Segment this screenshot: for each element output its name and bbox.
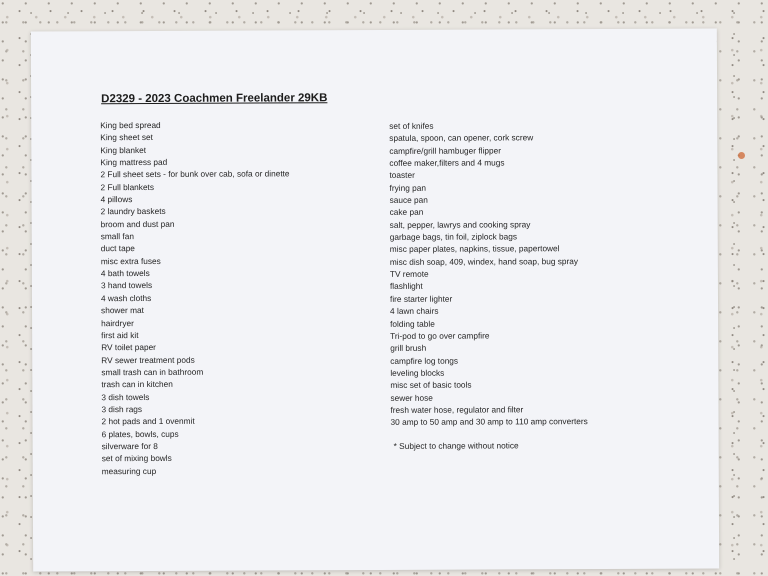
list-item: set of knifes bbox=[389, 120, 434, 131]
list-item: fire starter lighter bbox=[389, 293, 453, 304]
list-item: spatula, spoon, can opener, cork screw bbox=[389, 132, 534, 144]
list-item: duct tape bbox=[100, 243, 135, 254]
list-item: leveling blocks bbox=[390, 367, 445, 378]
list-item: 2 hot pads and 1 ovenmit bbox=[101, 416, 195, 427]
list-item: TV remote bbox=[389, 268, 429, 280]
list-item: campfire log tongs bbox=[390, 355, 459, 366]
list-item: RV toilet paper bbox=[101, 342, 156, 353]
list-item: 3 dish rags bbox=[101, 403, 143, 415]
list-item: frying pan bbox=[389, 182, 426, 193]
list-item: salt, pepper, lawrys and cooking spray bbox=[389, 219, 531, 230]
list-item: first aid kit bbox=[101, 329, 139, 341]
list-item: misc extra fuses bbox=[100, 255, 161, 266]
list-item: shower mat bbox=[101, 305, 144, 316]
right-item-list bbox=[389, 119, 588, 428]
list-item: measuring cup bbox=[101, 465, 157, 476]
list-item: small fan bbox=[100, 231, 134, 242]
list-item: King bed spread bbox=[100, 119, 161, 131]
list-item: 3 hand towels bbox=[100, 280, 153, 291]
list-item: trash can in kitchen bbox=[101, 379, 173, 390]
list-item: small trash can in bathroom bbox=[101, 366, 204, 378]
list-item: RV sewer treatment pods bbox=[101, 354, 195, 365]
list-item: 2 Full sheet sets - for bunk over cab, sofa or dinette bbox=[100, 168, 290, 180]
list-item: silverware for 8 bbox=[101, 440, 158, 452]
list-item: campfire/grill hambuger flipper bbox=[389, 145, 501, 156]
document-title: D2329 - 2023 Coachmen Freelander 29KB bbox=[101, 92, 328, 106]
list-item: coffee maker,filters and 4 mugs bbox=[389, 157, 505, 168]
list-item: 30 amp to 50 amp and 30 amp to 110 amp converters bbox=[390, 416, 588, 428]
list-item: 4 lawn chairs bbox=[390, 305, 439, 317]
list-item: set of mixing bowls bbox=[101, 453, 172, 464]
list-item: folding table bbox=[390, 318, 435, 329]
list-item: 2 Full blankets bbox=[100, 181, 155, 192]
list-item: toaster bbox=[389, 170, 415, 181]
list-item: King sheet set bbox=[100, 132, 153, 143]
list-item: garbage bags, tin foil, ziplock bags bbox=[389, 231, 518, 243]
list-item: misc dish soap, 409, windex, hand soap, bug spray bbox=[389, 255, 579, 267]
list-item: sauce pan bbox=[389, 194, 428, 205]
list-item: flashlight bbox=[389, 281, 423, 292]
list-item: King mattress pad bbox=[100, 156, 168, 168]
list-item: 4 wash cloths bbox=[100, 292, 152, 304]
left-item-list bbox=[100, 118, 291, 477]
list-item: 4 pillows bbox=[100, 194, 133, 205]
list-item: King blanket bbox=[100, 144, 147, 155]
list-item: 2 laundry baskets bbox=[100, 206, 166, 217]
list-item: broom and dust pan bbox=[100, 218, 175, 229]
countertop-stain bbox=[738, 152, 745, 159]
list-item: fresh water hose, regulator and filter bbox=[390, 404, 524, 415]
list-item: grill brush bbox=[390, 342, 427, 354]
list-item: 3 dish towels bbox=[101, 391, 150, 402]
list-item: sewer hose bbox=[390, 392, 433, 403]
list-item: misc paper plates, napkins, tissue, papertowel bbox=[389, 243, 560, 255]
inventory-sheet bbox=[31, 29, 719, 572]
disclaimer-note: * Subject to change without notice bbox=[393, 440, 519, 451]
list-item: cake pan bbox=[389, 207, 424, 218]
list-item: 4 bath towels bbox=[100, 268, 150, 279]
list-item: misc set of basic tools bbox=[390, 379, 472, 391]
list-item: 6 plates, bowls, cups bbox=[101, 428, 179, 439]
list-item: hairdryer bbox=[101, 317, 134, 328]
list-item: Tri-pod to go over campfire bbox=[390, 330, 490, 341]
